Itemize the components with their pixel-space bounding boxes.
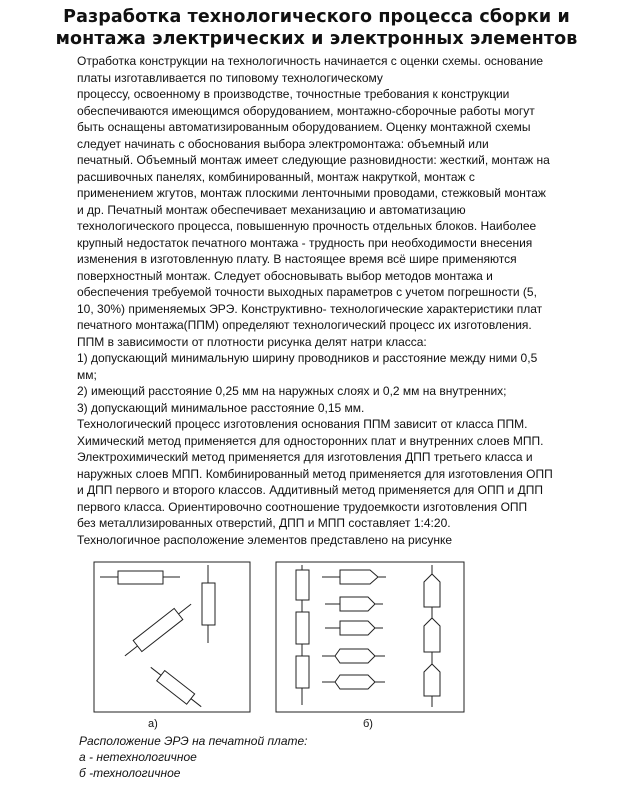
caption-line-2: а - нетехнологичное (79, 750, 197, 764)
resistor-a-2 (202, 565, 215, 643)
diode-column-b (424, 565, 440, 707)
body-line: 1) допускающий минимальную ширину проводников и расстояние между ними 0,5 (77, 351, 538, 365)
body-text (77, 53, 597, 548)
body-line: поверхностный монтаж. Следует обосновывать выбор методов монтажа и (77, 268, 493, 283)
body-line: Электрохимический метод применяется для изготовления ДПП третьего класса и (77, 450, 533, 464)
body-line: платы изготавливается по типовому технологическому (77, 70, 383, 85)
body-line: Технологический процесс изготовления основания ППМ зависит от класса ППМ. (77, 417, 528, 431)
figure (0, 560, 633, 720)
body-line: мм; (77, 367, 97, 382)
title-line-1: Разработка технологического процесса сборки и (63, 7, 570, 27)
body-line: Химический метод применяется для односторонних плат и внутренних слоев МПП. (77, 433, 544, 448)
body-line: технологического процесса, повышенную прочность отдельных блоков. Наиболее (77, 219, 537, 233)
body-line: без металлизированных отверстий, ДПП и МПП составляет 1:4:20. (77, 516, 451, 530)
page-title (0, 6, 633, 50)
figure-caption (79, 733, 308, 781)
body-line: процессу, освоенному в производстве, точностные требования к конструкции (77, 87, 510, 101)
body-line: Технологичное расположение элементов представлено на рисунке (77, 532, 453, 547)
body-line: следует начинать с обоснования выбора электромонтажа: объемный или (77, 136, 489, 151)
body-line: 3) допускающий минимальное расстояние 0,15 мм. (77, 400, 365, 415)
board-a (94, 562, 250, 712)
body-line: печатного монтажа(ППМ) определяют технологический процесс их изготовления. (77, 318, 532, 332)
caption-line-1: Расположение ЭРЭ на печатной плате: (79, 734, 308, 748)
figure-drawing (0, 560, 633, 720)
body-line: обеспечиваются имеющимся оборудованием, монтажно-сборочные работы могут (77, 103, 535, 118)
caption-line-3: б -технологичное (79, 766, 181, 780)
body-line: 2) имеющий расстояние 0,25 мм на наружных слоях и 0,2 мм на внутренних; (77, 384, 507, 398)
resistor-a-1 (100, 571, 180, 584)
title-line-2: монтажа электрических и электронных элементов (55, 29, 578, 49)
diode-row-b (322, 570, 386, 689)
body-line: Отработка конструкции на технологичность начинается с оценки схемы. основание (77, 54, 544, 68)
body-line: и др. Печатный монтаж обеспечивает механизацию и автоматизацию (77, 202, 466, 217)
resistor-a-4 (146, 663, 204, 713)
body-line: крупный недостаток печатного монтажа - трудность при необходимости внесения (77, 235, 533, 250)
body-line: изменения в изготовленную плату. В настоящее время всё шире применяются (77, 252, 517, 266)
body-line: применением жгутов, монтаж плоскими ленточными проводами, стежковый монтаж (77, 186, 546, 200)
figure-label-b: б) (363, 718, 373, 730)
body-line: ППМ в зависимости от плотности рисунка делят натри класса: (77, 334, 427, 349)
body-line: расшивочных панелях, комбинированный, монтаж накруткой, монтаж с (77, 169, 475, 184)
body-line: и ДПП первого и второго классов. Аддитивный метод применяется для ОПП и ДПП (77, 483, 543, 497)
figure-label-a: а) (148, 718, 158, 730)
body-line: быть оснащены автоматизированным оборудованием. Оценку монтажной схемы (77, 120, 531, 134)
resistor-column-b (296, 565, 309, 705)
body-line: печатный. Объемный монтаж имеет следующие разновидности: жесткий, монтаж на (77, 153, 550, 167)
body-line: 10, 30%) применяемых ЭРЭ. Конструктивно- технологические характеристики плат (77, 301, 543, 316)
body-line: обеспечения требуемой точности выходных параметров с учетом погрешности (5, (77, 285, 537, 299)
resistor-a-3 (121, 599, 196, 662)
body-line: наружных слоев МПП. Комбинированный метод применяется для изготовления ОПП (77, 466, 553, 481)
body-line: первого класса. Ориентировочно соотношение трудоемкости изготовления ОПП (77, 499, 528, 514)
